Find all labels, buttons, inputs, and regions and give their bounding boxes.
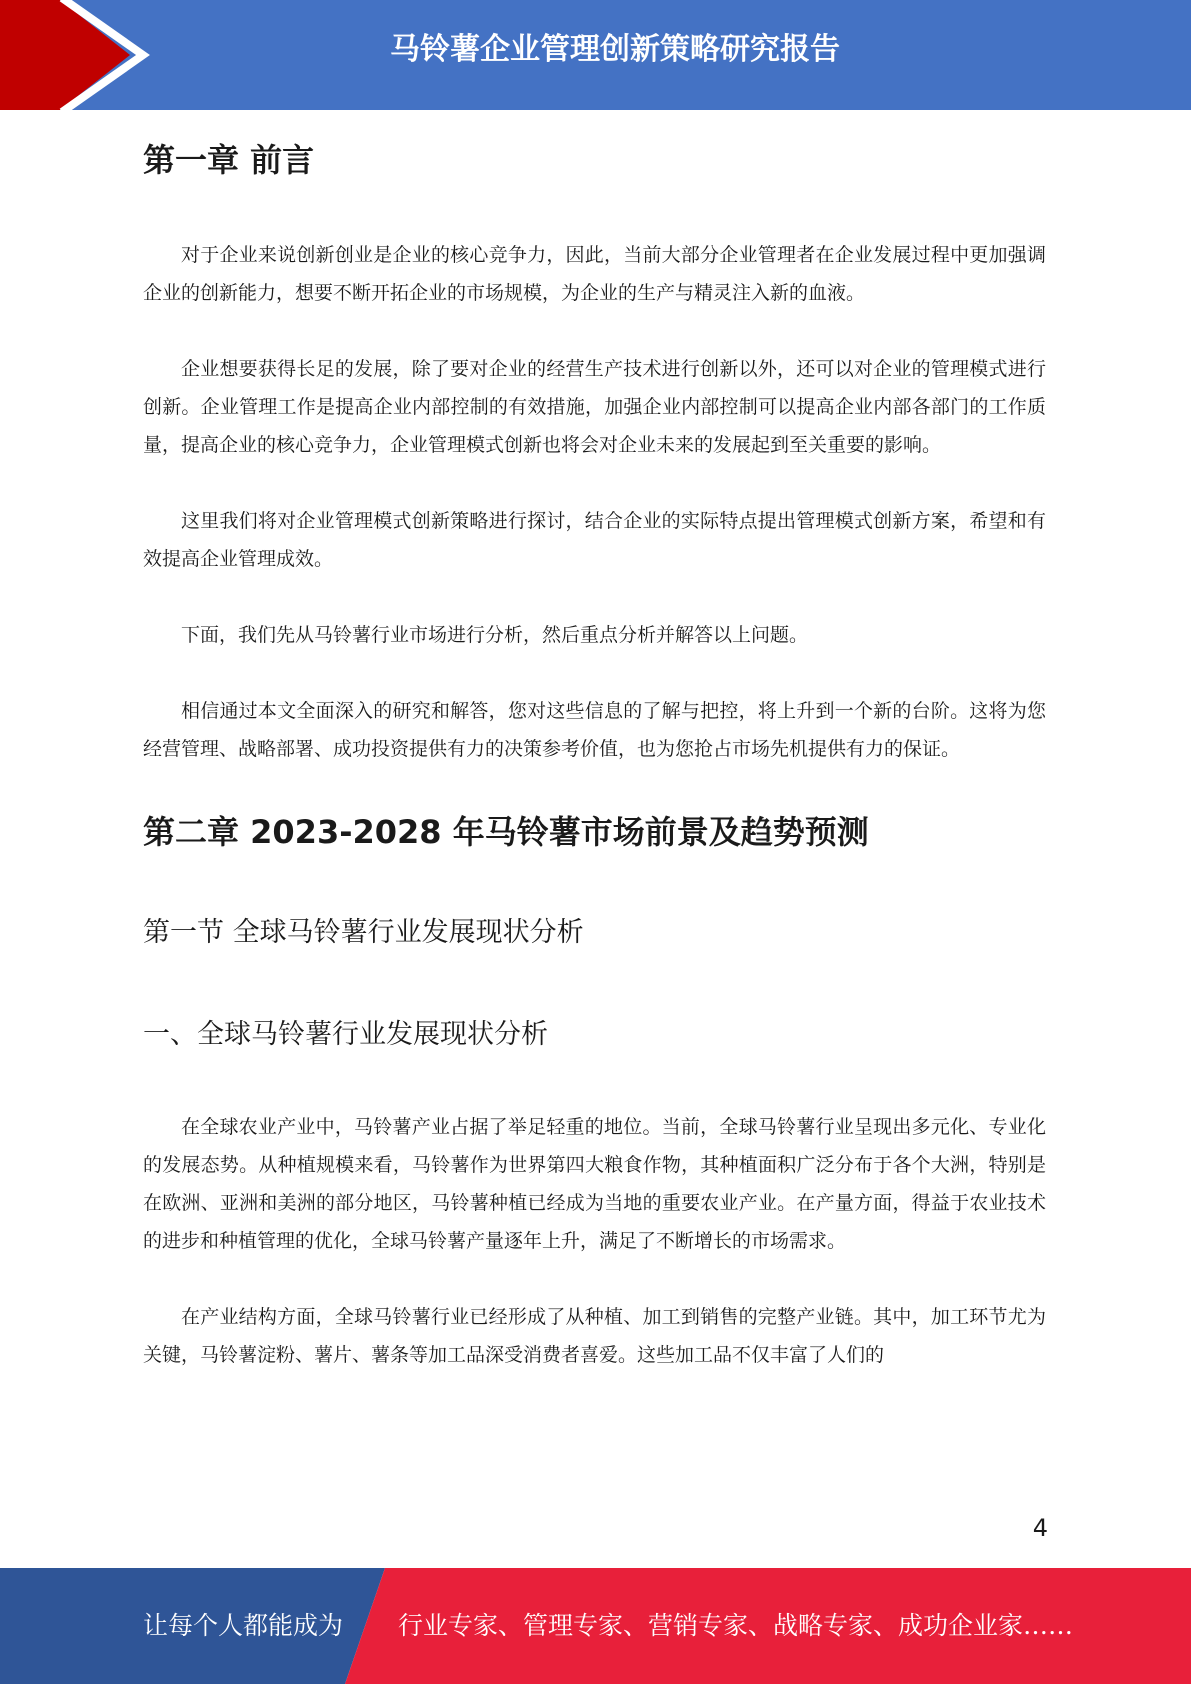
section-heading: 第一节 全球马铃薯行业发展现状分析 — [143, 917, 584, 948]
page-footer — [0, 1568, 1191, 1684]
subsection-heading: 一、全球马铃薯行业发展现状分析 — [143, 1019, 548, 1050]
page-number: 4 — [1032, 1514, 1048, 1542]
paragraph: 对于企业来说创新创业是企业的核心竞争力，因此，当前大部分企业管理者在企业发展过程中更加强调企业的创新能力，想要不断开拓企业的市场规模，为企业的生产与精灵注入新的血液。 — [143, 244, 1046, 304]
page-header — [0, 0, 1191, 110]
paragraph: 在产业结构方面，全球马铃薯行业已经形成了从种植、加工到销售的完整产业链。其中，加工环节尤为关键，马铃薯淀粉、薯片、薯条等加工品深受消费者喜爱。这些加工品不仅丰富了人们的 — [143, 1306, 1046, 1366]
paragraph: 相信通过本文全面深入的研究和解答，您对这些信息的了解与把控，将上升到一个新的台阶。这将为您经营管理、战略部署、成功投资提供有力的决策参考价值，也为您抢占市场先机提供有力的保证。 — [143, 700, 1046, 760]
paragraph: 这里我们将对企业管理模式创新策略进行探讨，结合企业的实际特点提出管理模式创新方案，希望和有效提高企业管理成效。 — [143, 510, 1046, 570]
paragraph: 下面，我们先从马铃薯行业市场进行分析，然后重点分析并解答以上问题。 — [181, 624, 809, 646]
chapter-1-heading: 第一章 前言 — [143, 141, 315, 179]
paragraph: 企业想要获得长足的发展，除了要对企业的经营生产技术进行创新以外，还可以对企业的管理模式进行创新。企业管理工作是提高企业内部控制的有效措施，加强企业内部控制可以提高企业内部各部门的工作质量，提高企业的核心竞争力，企业管理模式创新也将会对企业未来的发展起到至关重要的影响。 — [143, 358, 1046, 456]
paragraph: 在全球农业产业中，马铃薯产业占据了举足轻重的地位。当前，全球马铃薯行业呈现出多元化、专业化的发展态势。从种植规模来看，马铃薯作为世界第四大粮食作物，其种植面积广泛分布于各个大洲，特别是在欧洲、亚洲和美洲的部分地区，马铃薯种植已经成为当地的重要农业产业。在产量方面，得益于农业技术的进步和种植管理的优化，全球马铃薯产量逐年上升，满足了不断增长的市场需求。 — [143, 1116, 1046, 1252]
page-content — [143, 130, 1046, 1374]
footer-slogan: 让每个人都能成为 — [143, 1611, 344, 1640]
header-arrow-icon — [0, 0, 160, 110]
chapter-2-heading: 第二章 2023-2028 年马铃薯市场前景及趋势预测 — [143, 813, 869, 851]
report-title: 马铃薯企业管理创新策略研究报告 — [390, 32, 840, 67]
footer-roles: 行业专家、管理专家、营销专家、战略专家、成功企业家…… — [398, 1611, 1074, 1640]
